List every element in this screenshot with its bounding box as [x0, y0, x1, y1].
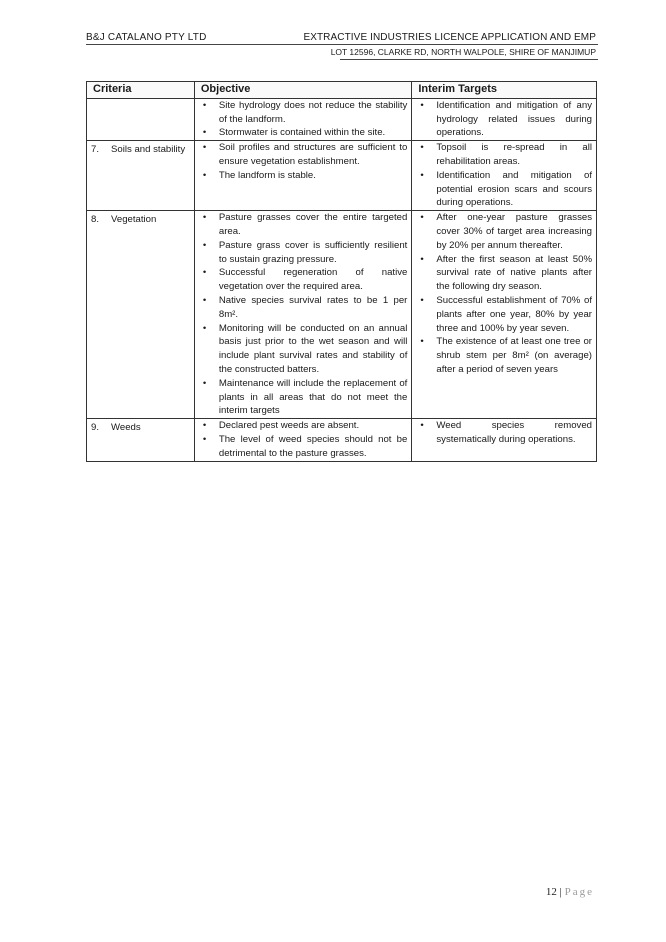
- objective-cell-list: [199, 99, 408, 140]
- objective-cell-list: [199, 211, 408, 418]
- targets-cell-list: [416, 211, 592, 377]
- target-item: • Topsoil is re-spread in all rehabilitation areas.: [416, 141, 592, 169]
- targets-cell: [412, 211, 597, 419]
- criteria-number: 8.: [91, 214, 100, 226]
- targets-cell: [412, 141, 597, 211]
- column-header-objective: Objective: [194, 82, 412, 99]
- objective-item: • The landform is stable.: [199, 169, 408, 183]
- criteria-cell: [87, 211, 195, 419]
- objective-cell-list: [199, 419, 408, 460]
- column-header-criteria: Criteria: [87, 82, 195, 99]
- objective-item: • Declared pest weeds are absent.: [199, 419, 408, 433]
- objective-cell: [194, 98, 412, 140]
- target-item: • After the first season at least 50% survival rate of native plants after the following dry season.: [416, 253, 592, 294]
- objective-item: • Pasture grasses cover the entire targeted area.: [199, 211, 408, 239]
- objective-item: • Maintenance will include the replacement of plants in all areas that do not meet the interim targets: [199, 377, 408, 418]
- target-item: • Successful establishment of 70% of plants after one year, 80% by year three and 100% by year seven.: [416, 294, 592, 335]
- target-item: • Identification and mitigation of potential erosion scars and scours during operations.: [416, 169, 592, 210]
- targets-cell: [412, 98, 597, 140]
- header-rule-secondary: [340, 59, 598, 60]
- objective-item: • Soil profiles and structures are sufficient to ensure vegetation establishment.: [199, 141, 408, 169]
- criteria-name: Weeds: [111, 422, 141, 434]
- criteria-name: Vegetation: [111, 214, 157, 226]
- criteria-name: Soils and stability: [111, 144, 186, 156]
- page-footer: [546, 886, 594, 898]
- page-separator: |: [559, 886, 562, 898]
- criteria-cell: [87, 98, 195, 140]
- target-item: • After one-year pasture grasses cover 30% of target area increasing by 20% per annum thereafter.: [416, 211, 592, 252]
- criteria-cell: [87, 419, 195, 461]
- page-label: Page: [564, 886, 594, 898]
- table-row: [87, 98, 597, 140]
- table-header-row: [87, 82, 597, 99]
- page-number: 12: [545, 886, 557, 898]
- criteria-number: 7.: [91, 144, 100, 156]
- criteria-number: 9.: [91, 422, 100, 434]
- targets-cell-list: [416, 141, 592, 210]
- objective-item: • Site hydrology does not reduce the stability of the landform.: [199, 99, 408, 127]
- targets-cell-list: [416, 99, 592, 140]
- objective-item: • Pasture grass cover is sufficiently resilient to sustain grazing pressure.: [199, 239, 408, 267]
- targets-cell-list: [416, 419, 592, 447]
- targets-cell: [412, 419, 597, 461]
- table-row: [87, 211, 597, 419]
- objective-item: • The level of weed species should not be detrimental to the pasture grasses.: [199, 433, 408, 461]
- document-title: EXTRACTIVE INDUSTRIES LICENCE APPLICATION AND EMP: [303, 32, 596, 43]
- objective-item: • Successful regeneration of native vegetation over the required area.: [199, 266, 408, 294]
- target-item: • Weed species removed systematically during operations.: [416, 419, 592, 447]
- header-rule: [86, 44, 598, 45]
- objective-item: • Stormwater is contained within the site.: [199, 126, 408, 140]
- objective-cell: [194, 419, 412, 461]
- criteria-cell: [87, 141, 195, 211]
- objective-item: • Native species survival rates to be 1 per 8m².: [199, 294, 408, 322]
- target-item: • Identification and mitigation of any hydrology related issues during operations.: [416, 99, 592, 140]
- objective-cell: [194, 211, 412, 419]
- objective-cell: [194, 141, 412, 211]
- objective-item: • Monitoring will be conducted on an annual basis just prior to the wet season and will include plant survival rates and stability of the constructed batters.: [199, 322, 408, 377]
- company-name: B&J CATALANO PTY LTD: [86, 32, 207, 43]
- criteria-table: [86, 81, 597, 462]
- column-header-interim-targets: Interim Targets: [412, 82, 597, 99]
- table-row: [87, 419, 597, 461]
- objective-cell-list: [199, 141, 408, 182]
- table-row: [87, 141, 597, 211]
- site-location: LOT 12596, CLARKE RD, NORTH WALPOLE, SHIRE OF MANJIMUP: [330, 47, 596, 57]
- target-item: • The existence of at least one tree or shrub stem per 8m² (on average) after a period of seven years: [416, 335, 592, 376]
